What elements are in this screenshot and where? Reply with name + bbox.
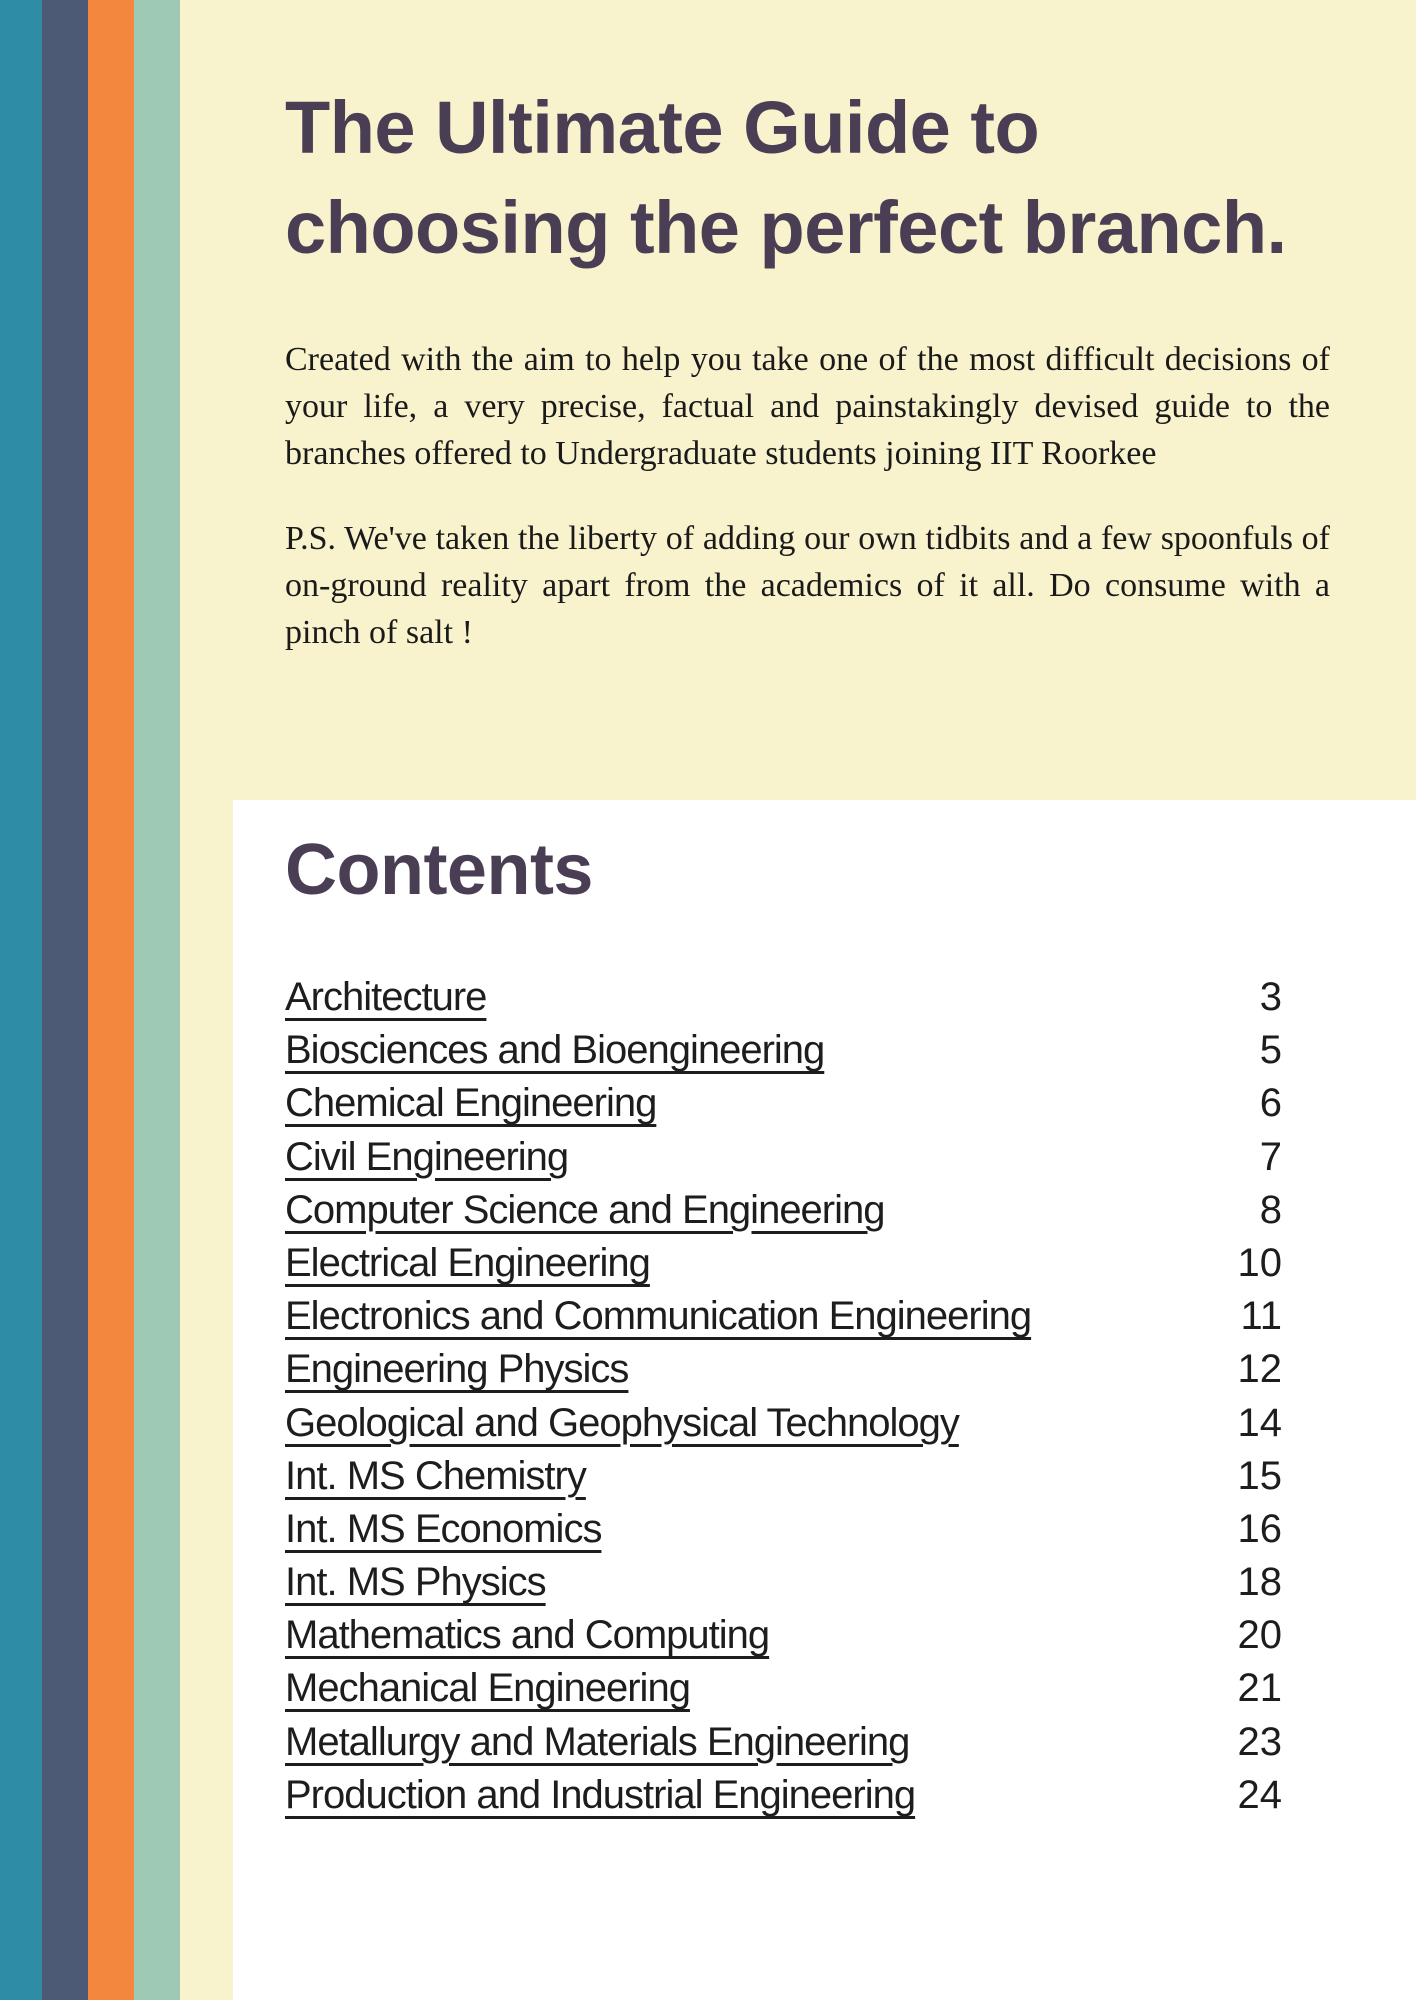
toc-entry-page: 12: [1237, 1347, 1282, 1392]
toc-entry-page: 16: [1237, 1506, 1282, 1551]
decorative-stripe-teal: [0, 0, 42, 2000]
toc-entry-page: 11: [1240, 1294, 1282, 1339]
toc-entry-page: 20: [1237, 1613, 1282, 1658]
decorative-stripe-orange: [88, 0, 134, 2000]
decorative-stripe-slate: [42, 0, 88, 2000]
toc-entry-link[interactable]: Computer Science and Engineering: [285, 1187, 885, 1232]
document-title-line-1: The Ultimate Guide to: [285, 86, 1040, 169]
toc-entry-page: 6: [1259, 1081, 1282, 1126]
toc-entry-link[interactable]: Metallurgy and Materials Engineering: [285, 1719, 910, 1764]
toc-entry-link[interactable]: Civil Engineering: [285, 1134, 569, 1179]
toc-row: [285, 1560, 1282, 1613]
document-title: [285, 78, 1330, 278]
toc-entry-link[interactable]: Mechanical Engineering: [285, 1666, 690, 1711]
toc-entry-link[interactable]: Mathematics and Computing: [285, 1613, 770, 1658]
toc-entry-link[interactable]: Chemical Engineering: [285, 1081, 657, 1126]
toc-entry-page: 24: [1237, 1772, 1282, 1817]
toc-row: [285, 1773, 1282, 1826]
toc-row: [285, 975, 1282, 1028]
toc-entry-page: 7: [1259, 1134, 1282, 1179]
contents-panel: [233, 800, 1416, 2000]
toc-row: [285, 1507, 1282, 1560]
toc-entry-page: 3: [1259, 975, 1282, 1019]
toc-entry-page: 21: [1237, 1666, 1282, 1711]
toc-row: [285, 1666, 1282, 1719]
toc-entry-link[interactable]: Int. MS Chemistry: [285, 1453, 586, 1498]
toc-entry-link[interactable]: Production and Industrial Engineering: [285, 1772, 916, 1817]
toc-entry-link[interactable]: Geological and Geophysical Technology: [285, 1400, 959, 1445]
toc-entry-page: 14: [1237, 1400, 1282, 1445]
decorative-stripe-sage: [134, 0, 180, 2000]
table-of-contents: [285, 975, 1282, 1826]
toc-row: [285, 1188, 1282, 1241]
toc-entry-page: 15: [1237, 1453, 1282, 1498]
toc-entry-link[interactable]: Int. MS Physics: [285, 1560, 546, 1605]
toc-row: [285, 1028, 1282, 1081]
toc-entry-link[interactable]: Architecture: [285, 975, 487, 1019]
toc-entry-page: 23: [1237, 1719, 1282, 1764]
toc-row: [285, 1613, 1282, 1666]
toc-row: [285, 1081, 1282, 1134]
toc-row: [285, 1347, 1282, 1400]
toc-row: [285, 1135, 1282, 1188]
toc-entry-link[interactable]: Int. MS Economics: [285, 1506, 602, 1551]
contents-heading: Contents: [285, 830, 593, 910]
document-title-line-2: choosing the perfect branch.: [285, 186, 1287, 269]
toc-entry-link[interactable]: Engineering Physics: [285, 1347, 629, 1392]
toc-row: [285, 1401, 1282, 1454]
toc-entry-page: 5: [1259, 1028, 1282, 1073]
toc-row: [285, 1241, 1282, 1294]
toc-entry-link[interactable]: Biosciences and Bioengineering: [285, 1028, 825, 1073]
header-section: [285, 78, 1330, 656]
intro-paragraph: Created with the aim to help you take one of the most difficult decisions of your life, a very precise, factual and painstakingly devised guide to the branches offered to Undergraduate students joining IIT Roorkee: [285, 341, 1330, 472]
toc-entry-page: 8: [1259, 1187, 1282, 1232]
toc-entry-page: 18: [1237, 1560, 1282, 1605]
toc-row: [285, 1294, 1282, 1347]
toc-row: [285, 1720, 1282, 1773]
ps-paragraph: P.S. We've taken the liberty of adding our own tidbits and a few spoonfuls of on-ground reality apart from the academics of it all. Do consume with a pinch of salt !: [285, 520, 1330, 651]
toc-entry-link[interactable]: Electrical Engineering: [285, 1240, 650, 1285]
toc-entry-link[interactable]: Electronics and Communication Engineering: [285, 1294, 1032, 1339]
toc-row: [285, 1454, 1282, 1507]
toc-entry-page: 10: [1237, 1240, 1282, 1285]
